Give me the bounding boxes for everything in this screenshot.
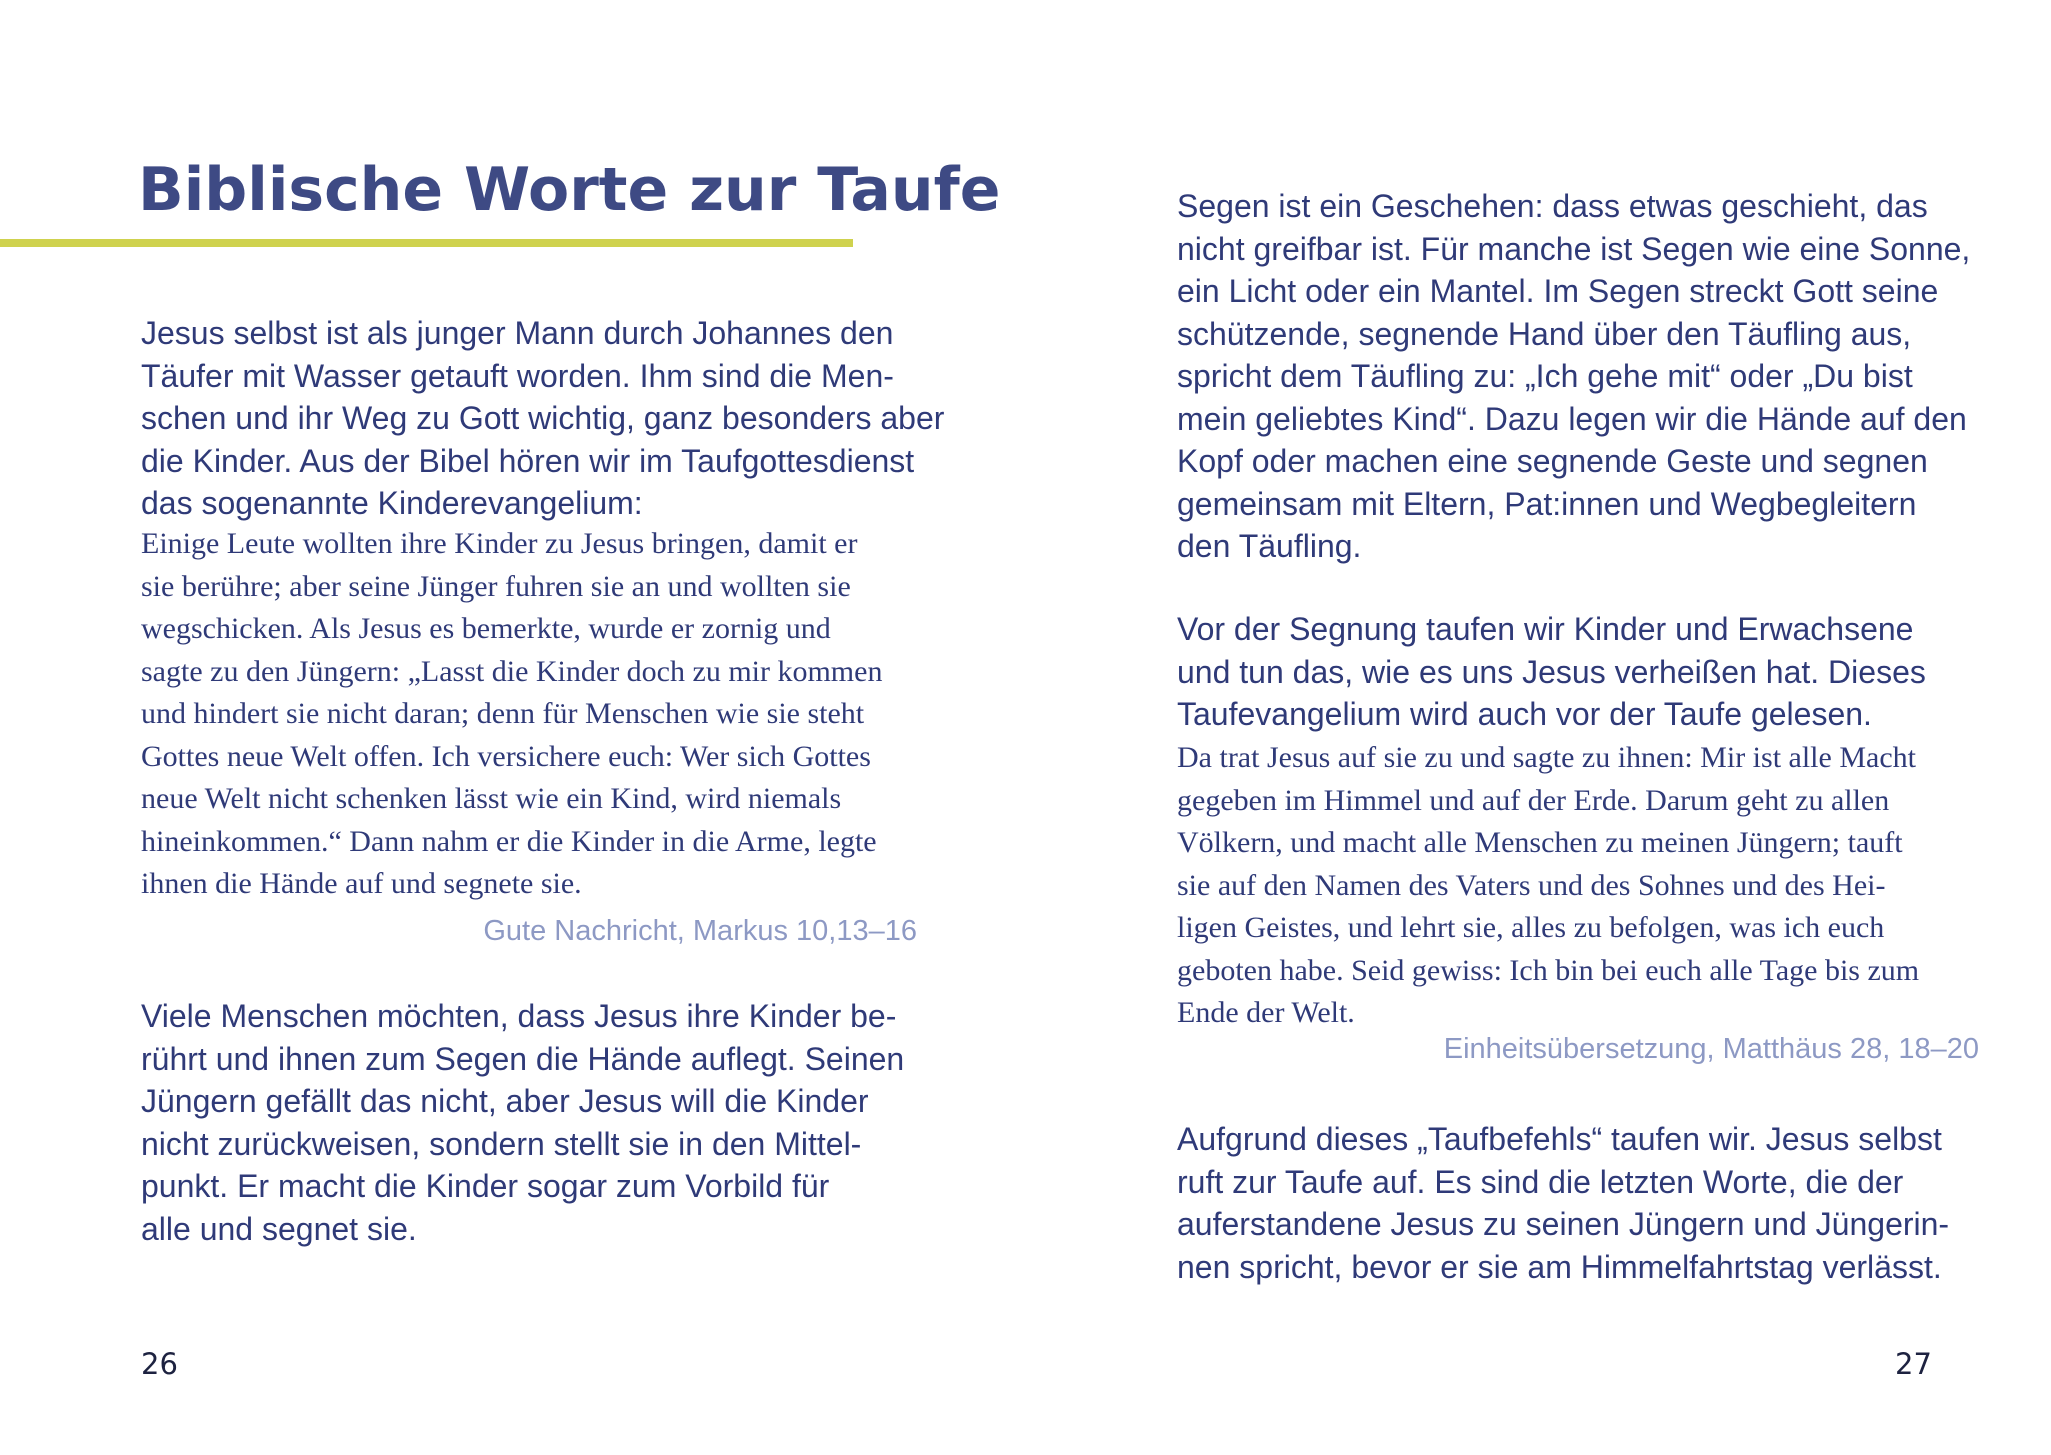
text-line: Aufgrund dieses „Taufbefehls“ taufen wir. Jesus selbst (1177, 1121, 1942, 1157)
page-title: Biblische Worte zur Taufe (138, 155, 1001, 225)
text-line: auferstandene Jesus zu seinen Jüngern und Jüngerin- (1177, 1206, 1950, 1242)
text-line: das sogenannte Kinderevangelium: (141, 485, 643, 521)
intro-paragraph (141, 312, 945, 525)
quote-line: Gottes neue Welt offen. Ich versichere euch: Wer sich Gottes (141, 739, 871, 773)
quote-line: Da trat Jesus auf sie zu und sagte zu ihnen: Mir ist alle Macht (1177, 741, 1916, 774)
closing-paragraph (1177, 1118, 1967, 1288)
text-line: Jüngern gefällt das nicht, aber Jesus will die Kinder (141, 1083, 869, 1119)
quote-line: und hindert sie nicht daran; denn für Menschen wie sie steht (141, 697, 865, 730)
quote-line: hineinkommen.“ Dann nahm er die Kinder in die Arme, legte (141, 824, 877, 858)
page-number: 27 (1895, 1347, 1932, 1381)
closing-text (141, 995, 931, 1250)
text-line: gemeinsam mit Eltern, Pat:innen und Wegbegleitern (1177, 485, 1917, 522)
blessing-text (1177, 185, 1971, 568)
text-line: ruft zur Taufe auf. Es sind die letzten Worte, die der (1177, 1163, 1904, 1200)
quote-line: gegeben im Himmel und auf der Erde. Darum geht zu allen (1177, 783, 1890, 817)
intro-text (141, 312, 945, 525)
quote-text (141, 523, 931, 906)
text-line: Jesus selbst ist als junger Mann durch Johannes den (141, 315, 894, 351)
text-line: nicht zurückweisen, sondern stellt sie in den Mittel- (141, 1125, 862, 1162)
quote-line: ihnen die Hände auf und segnete sie. (141, 867, 582, 900)
title-underline (0, 239, 853, 247)
text-line: und tun das, wie es uns Jesus verheißen hat. Dieses (1177, 653, 1926, 690)
right-page (1025, 0, 2051, 1455)
closing-text (1177, 1118, 1967, 1288)
quote-line: neue Welt nicht schenken lässt wie ein Kind, wird niemals (141, 782, 842, 815)
text-line: schen und ihr Weg zu Gott wichtig, ganz besonders aber (141, 400, 945, 436)
text-line: nen spricht, bevor er sie am Himmelfahrtstag verlässt. (1177, 1248, 1942, 1285)
quote-line: Ende der Welt. (1177, 996, 1355, 1029)
bible-quote-matthew (1177, 737, 1967, 1035)
quote-line: Einige Leute wollten ihre Kinder zu Jesus bringen, damit er (141, 527, 858, 560)
quote-source: Einheitsübersetzung, Matthäus 28, 18–20 (1443, 1033, 1979, 1065)
text-line: Segen ist ein Geschehen: dass etwas geschieht, das (1177, 188, 1928, 224)
quote-line: geboten habe. Seid gewiss: Ich bin bei euch alle Tage bis zum (1177, 953, 1920, 987)
quote-line: ligen Geistes, und lehrt sie, alles zu befolgen, was ich euch (1177, 911, 1885, 944)
text-line: nicht greifbar ist. Für manche ist Segen wie eine Sonne, (1177, 230, 1971, 267)
quote-text (1177, 737, 1967, 1035)
text-line: ein Licht oder ein Mantel. Im Segen streckt Gott seine (1177, 273, 1939, 309)
baptism-intro-text (1177, 608, 1967, 736)
text-line: die Kinder. Aus der Bibel hören wir im Taufgottesdienst (141, 442, 915, 479)
quote-line: sie auf den Namen des Vaters und des Sohnes und des Hei- (1177, 868, 1886, 902)
text-line: mein geliebtes Kind“. Dazu legen wir die Hände auf den (1177, 400, 1967, 437)
text-line: alle und segnet sie. (141, 1210, 417, 1247)
text-line: schützende, segnende Hand über den Täufling aus, (1177, 315, 1912, 352)
closing-paragraph (141, 995, 931, 1250)
quote-source-block (1177, 1028, 1979, 1070)
text-line: rührt und ihnen zum Segen die Hände auflegt. Seinen (141, 1040, 905, 1077)
text-line: Kopf oder machen eine segnende Geste und segnen (1177, 443, 1928, 479)
bible-quote-mark (141, 523, 931, 906)
text-line: Viele Menschen möchten, dass Jesus ihre Kinder be- (141, 998, 897, 1034)
quote-line: wegschicken. Als Jesus es bemerkte, wurde er zornig und (141, 612, 831, 645)
text-line: punkt. Er macht die Kinder sogar zum Vorbild für (141, 1168, 830, 1204)
text-line: spricht dem Täufling zu: „Ich gehe mit“ oder „Du bist (1177, 358, 1913, 394)
quote-source: Gute Nachricht, Markus 10,13–16 (483, 915, 917, 947)
text-line: Vor der Segnung taufen wir Kinder und Erwachsene (1177, 611, 1914, 647)
text-line: Täufer mit Wasser getauft worden. Ihm sind die Men- (141, 357, 894, 394)
baptism-intro-paragraph (1177, 608, 1967, 736)
quote-line: sie berühre; aber seine Jünger fuhren sie an und wollten sie (141, 569, 851, 603)
left-page (0, 0, 1025, 1455)
quote-line: Völkern, und macht alle Menschen zu meinen Jüngern; tauft (1177, 826, 1903, 859)
quote-line: sagte zu den Jüngern: „Lasst die Kinder doch zu mir kommen (141, 654, 883, 688)
blessing-paragraph (1177, 185, 1971, 568)
page-number: 26 (141, 1347, 178, 1381)
text-line: den Täufling. (1177, 528, 1362, 564)
text-line: Taufevangelium wird auch vor der Taufe gelesen. (1177, 696, 1872, 732)
quote-source-block (141, 910, 917, 952)
